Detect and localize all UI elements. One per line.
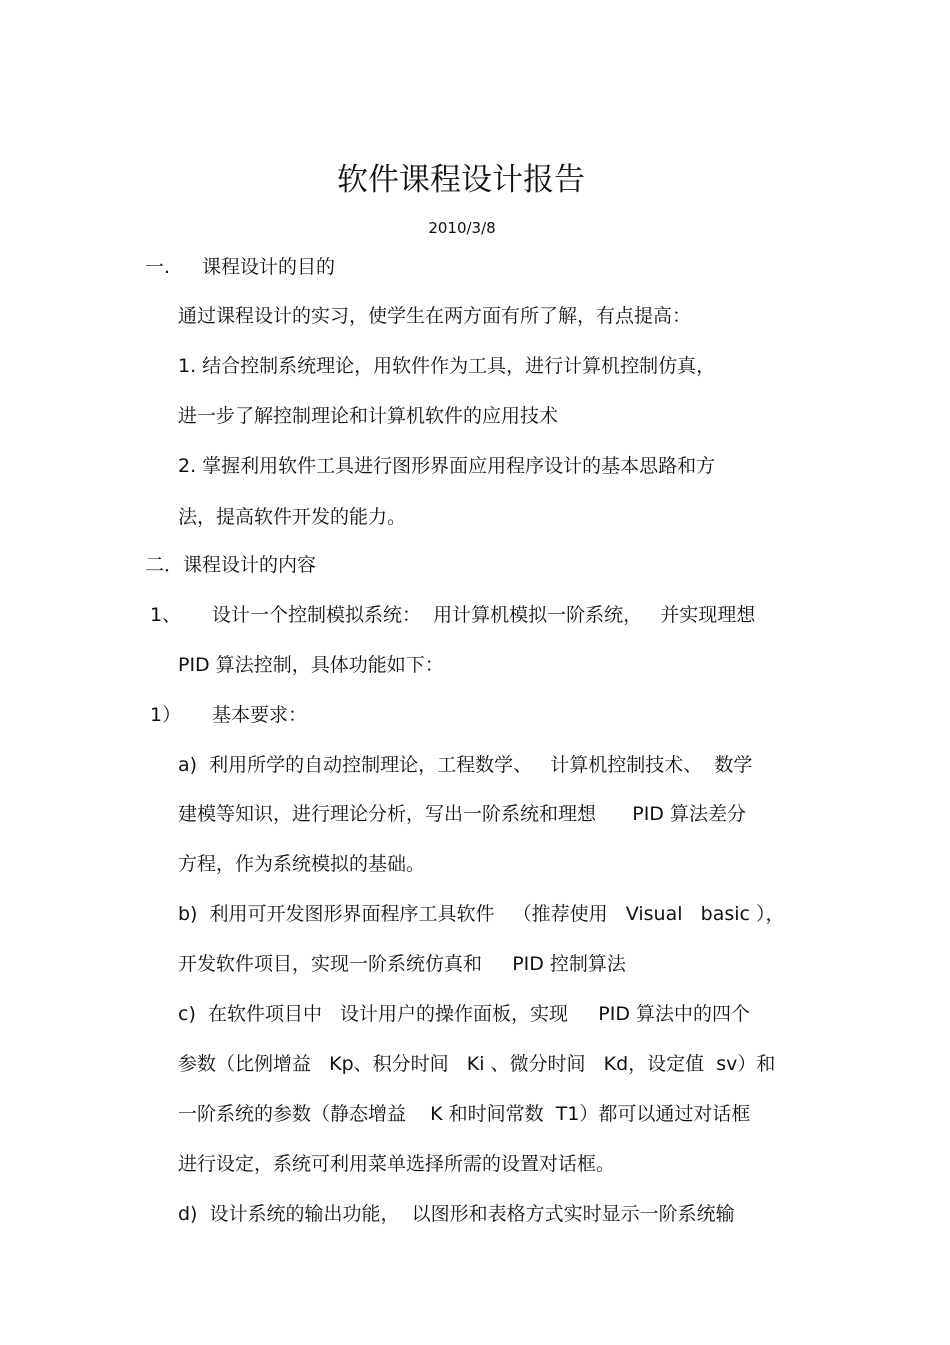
requirement-a-line1: a) 利用所学的自动控制理论，工程数学、 计算机控制技术、 数学 [178, 754, 753, 776]
section1-item2-line2: 法，提高软件开发的能力。 [178, 506, 407, 528]
section2-sub1-heading: 基本要求： [212, 704, 308, 726]
section2-item1-line2: PID 算法控制，具体功能如下： [178, 654, 444, 676]
document-title: 软件课程设计报告 [337, 162, 585, 198]
requirement-c-line3: 一阶系统的参数（静态增益 K 和时间常数 T1）都可以通过对话框 [178, 1103, 751, 1125]
section2-item1-line1: 设计一个控制模拟系统： 用计算机模拟一阶系统， 并实现理想 [212, 604, 756, 626]
requirement-c-line2: 参数（比例增益 Kp、积分时间 Ki 、微分时间 Kd，设定值 sv）和 [178, 1053, 776, 1075]
requirement-a-line2: 建模等知识，进行理论分析，写出一阶系统和理想 PID 算法差分 [178, 803, 746, 825]
section1-item2-line1: 2. 掌握利用软件工具进行图形界面应用程序设计的基本思路和方 [178, 455, 716, 477]
section2-sub1-number: 1） [150, 704, 182, 726]
section2-item1-number: 1、 [150, 604, 182, 626]
section1-item1-line2: 进一步了解控制理论和计算机软件的应用技术 [178, 405, 559, 427]
section1-item1-line1: 1. 结合控制系统理论，用软件作为工具，进行计算机控制仿真， [178, 355, 716, 377]
section1-number: 一. [145, 256, 171, 278]
requirement-a-line3: 方程，作为系统模拟的基础。 [178, 853, 426, 875]
requirement-d-line1: d) 设计系统的输出功能， 以图形和表格方式实时显示一阶系统输 [178, 1203, 735, 1225]
section1-heading: 课程设计的目的 [202, 256, 336, 278]
document-date: 2010/3/8 [428, 219, 496, 237]
requirement-b-line1: b) 利用可开发图形界面程序工具软件 （推荐使用 Visual basic ）， [178, 903, 785, 925]
requirement-c-line1: c) 在软件项目中 设计用户的操作面板，实现 PID 算法中的四个 [178, 1003, 750, 1025]
requirement-c-line4: 进行设定，系统可利用菜单选择所需的设置对话框。 [178, 1153, 616, 1175]
requirement-b-line2: 开发软件项目，实现一阶系统仿真和 PID 控制算法 [178, 953, 626, 975]
section1-intro: 通过课程设计的实习，使学生在两方面有所了解，有点提高： [178, 305, 692, 327]
section2-heading: 二．课程设计的内容 [145, 554, 317, 576]
